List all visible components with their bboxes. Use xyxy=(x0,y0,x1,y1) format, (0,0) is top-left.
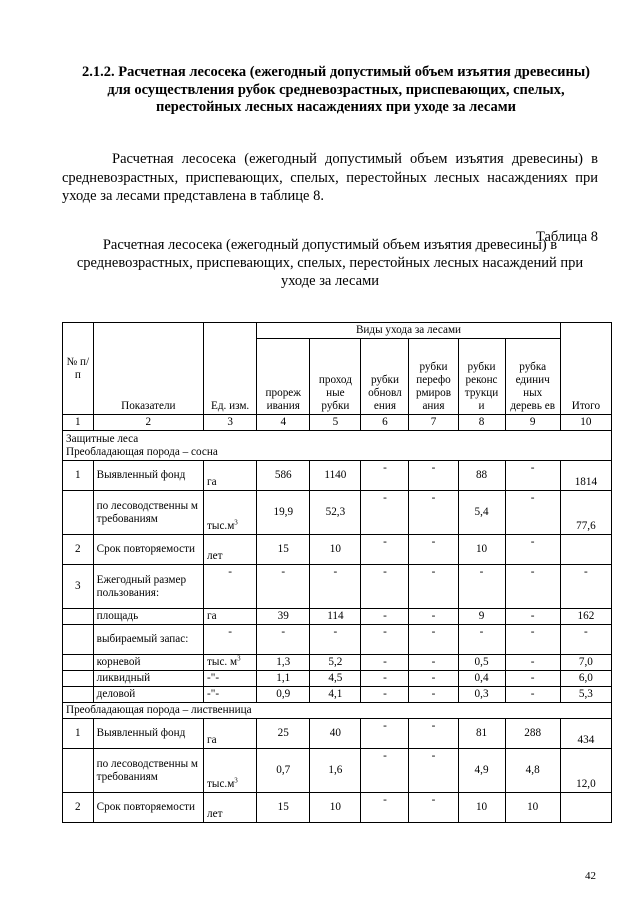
row-unit: лет xyxy=(204,793,257,823)
row-num: 2 xyxy=(63,793,94,823)
row-total xyxy=(560,535,611,565)
cell: 1,3 xyxy=(257,655,310,671)
header-type: рубки перефо рмиров ания xyxy=(409,339,458,415)
cell: - xyxy=(361,655,409,671)
row-num: 3 xyxy=(63,565,94,609)
row-total xyxy=(560,793,611,823)
col-number: 2 xyxy=(93,415,203,431)
cell: - xyxy=(361,749,409,793)
cell: 114 xyxy=(310,609,361,625)
row-num xyxy=(63,655,94,671)
cell: 39 xyxy=(257,609,310,625)
cell: 0,5 xyxy=(458,655,505,671)
header-num: № п/п xyxy=(63,323,94,415)
row-label: площадь xyxy=(93,609,203,625)
row-label: Срок повторяемости xyxy=(93,535,203,565)
col-number: 4 xyxy=(257,415,310,431)
cell: 5,2 xyxy=(310,655,361,671)
cell: - xyxy=(409,491,458,535)
cell: - xyxy=(310,625,361,655)
header-type: прореж ивания xyxy=(257,339,310,415)
header-indicators: Показатели xyxy=(93,323,203,415)
cell: 4,5 xyxy=(310,671,361,687)
intro-paragraph: Расчетная лесосека (ежегодный допустимый объем изъятия древесины) в средневозрастных, приспевающих, спелых, перестойных лесных насаждениях при уходе за лесами представлена в таблице 8. xyxy=(62,151,598,204)
cell: 4,1 xyxy=(310,687,361,703)
row-num: 1 xyxy=(63,719,94,749)
col-number: 9 xyxy=(505,415,560,431)
row-num xyxy=(63,609,94,625)
cell: - xyxy=(458,565,505,609)
row-total: 6,0 xyxy=(560,671,611,687)
cell: - xyxy=(409,565,458,609)
cell: 0,4 xyxy=(458,671,505,687)
cell: - xyxy=(505,671,560,687)
section-row xyxy=(63,431,612,461)
cell: - xyxy=(505,461,560,491)
species-label: Преобладающая порода – сосна xyxy=(66,445,218,458)
section-heading: 2.1.2. Расчетная лесосека (ежегодный допустимый объем изъятия древесины) для осуществления рубок средневозрастных, приспевающих, спелых, перестойных лесных насаждениях при уходе за лесами xyxy=(82,64,590,115)
section-label: Защитные леса xyxy=(66,432,139,445)
cell: - xyxy=(409,625,458,655)
row-unit: га xyxy=(204,609,257,625)
row-label: ликвидный xyxy=(93,671,203,687)
cell: 10 xyxy=(505,793,560,823)
col-number: 5 xyxy=(310,415,361,431)
row-unit: -"- xyxy=(204,687,257,703)
cell: 1,6 xyxy=(310,749,361,793)
cell: 1,1 xyxy=(257,671,310,687)
table-caption: Расчетная лесосека (ежегодный допустимый объем изъятия древесины) в средневозрастных, приспевающих, спелых, перестойных лесных насаждений при уходе за лесами xyxy=(76,237,584,289)
cell: 10 xyxy=(458,535,505,565)
cell: - xyxy=(409,687,458,703)
header-total: Итого xyxy=(560,323,611,415)
cell: 0,3 xyxy=(458,687,505,703)
cell: - xyxy=(257,565,310,609)
cell: - xyxy=(361,719,409,749)
row-num xyxy=(63,749,94,793)
row-label: Ежегодный размер пользования: xyxy=(93,565,203,609)
row-total: 434 xyxy=(560,719,611,749)
cell: - xyxy=(458,625,505,655)
col-number: 3 xyxy=(204,415,257,431)
cell: - xyxy=(505,687,560,703)
row-num: 2 xyxy=(63,535,94,565)
cell: - xyxy=(361,609,409,625)
cell: - xyxy=(409,535,458,565)
cell: - xyxy=(505,535,560,565)
cell: - xyxy=(409,719,458,749)
row-total: - xyxy=(560,565,611,609)
cell: - xyxy=(505,609,560,625)
col-number: 7 xyxy=(409,415,458,431)
col-number: 8 xyxy=(458,415,505,431)
cell: 4,9 xyxy=(458,749,505,793)
cell: - xyxy=(505,491,560,535)
cell: 81 xyxy=(458,719,505,749)
cell: - xyxy=(257,625,310,655)
cell: 586 xyxy=(257,461,310,491)
cell: 52,3 xyxy=(310,491,361,535)
cell: - xyxy=(409,655,458,671)
row-num xyxy=(63,671,94,687)
row-total: 5,3 xyxy=(560,687,611,703)
row-label: по лесоводственны м требованиям xyxy=(93,749,203,793)
cell: 10 xyxy=(458,793,505,823)
row-label: Выявленный фонд xyxy=(93,461,203,491)
row-unit: га xyxy=(204,461,257,491)
cell: - xyxy=(409,461,458,491)
header-unit: Ед. изм. xyxy=(204,323,257,415)
cell: 19,9 xyxy=(257,491,310,535)
row-total: 77,6 xyxy=(560,491,611,535)
cell: - xyxy=(505,625,560,655)
row-label: корневой xyxy=(93,655,203,671)
row-label: деловой xyxy=(93,687,203,703)
row-unit: $тыс.м^3$ xyxy=(204,749,257,793)
cell: - xyxy=(310,565,361,609)
cell: - xyxy=(409,749,458,793)
cell: 9 xyxy=(458,609,505,625)
row-unit: - xyxy=(204,625,257,655)
row-num xyxy=(63,491,94,535)
cell: 15 xyxy=(257,793,310,823)
cell: 1140 xyxy=(310,461,361,491)
row-total: 162 xyxy=(560,609,611,625)
lesoseka-table xyxy=(62,322,612,823)
row-unit: $тыс.м^3$ xyxy=(204,491,257,535)
cell: 10 xyxy=(310,793,361,823)
cell: 15 xyxy=(257,535,310,565)
cell: 288 xyxy=(505,719,560,749)
cell: - xyxy=(361,491,409,535)
row-num: 1 xyxy=(63,461,94,491)
cell: - xyxy=(361,793,409,823)
row-label: выбираемый запас: xyxy=(93,625,203,655)
row-label: Выявленный фонд xyxy=(93,719,203,749)
cell: - xyxy=(409,609,458,625)
cell: 4,8 xyxy=(505,749,560,793)
row-total: 12,0 xyxy=(560,749,611,793)
cell: 5,4 xyxy=(458,491,505,535)
row-total: 1814 xyxy=(560,461,611,491)
cell: - xyxy=(409,793,458,823)
header-type: рубки обновл ения xyxy=(361,339,409,415)
header-type: проход ные рубки xyxy=(310,339,361,415)
row-total: - xyxy=(560,625,611,655)
cell: - xyxy=(505,655,560,671)
row-unit: -"- xyxy=(204,671,257,687)
cell: 25 xyxy=(257,719,310,749)
page-number: 42 xyxy=(585,870,596,882)
cell: 0,7 xyxy=(257,749,310,793)
col-number: 6 xyxy=(361,415,409,431)
row-label: Срок повторяемости xyxy=(93,793,203,823)
cell: - xyxy=(505,565,560,609)
row-unit: тыс. $м^3$ xyxy=(204,655,257,671)
cell: - xyxy=(361,461,409,491)
cell: - xyxy=(361,565,409,609)
row-unit: - xyxy=(204,565,257,609)
row-num xyxy=(63,687,94,703)
cell: - xyxy=(361,687,409,703)
cell: 10 xyxy=(310,535,361,565)
table-number: Таблица 8 xyxy=(535,229,598,245)
row-total: 7,0 xyxy=(560,655,611,671)
cell: 0,9 xyxy=(257,687,310,703)
cell: - xyxy=(361,671,409,687)
header-type: рубки реконс трукци и xyxy=(458,339,505,415)
col-number: 1 xyxy=(63,415,94,431)
header-care-types: Виды ухода за лесами xyxy=(257,323,561,339)
row-unit: га xyxy=(204,719,257,749)
cell: 40 xyxy=(310,719,361,749)
header-type: рубка единич ных деревь ев xyxy=(505,339,560,415)
cell: - xyxy=(361,625,409,655)
col-number: 10 xyxy=(560,415,611,431)
cell: - xyxy=(409,671,458,687)
species-row: Преобладающая порода – лиственница xyxy=(63,703,612,719)
cell: - xyxy=(361,535,409,565)
row-label: по лесоводственны м требованиям xyxy=(93,491,203,535)
row-num xyxy=(63,625,94,655)
row-unit: лет xyxy=(204,535,257,565)
cell: 88 xyxy=(458,461,505,491)
